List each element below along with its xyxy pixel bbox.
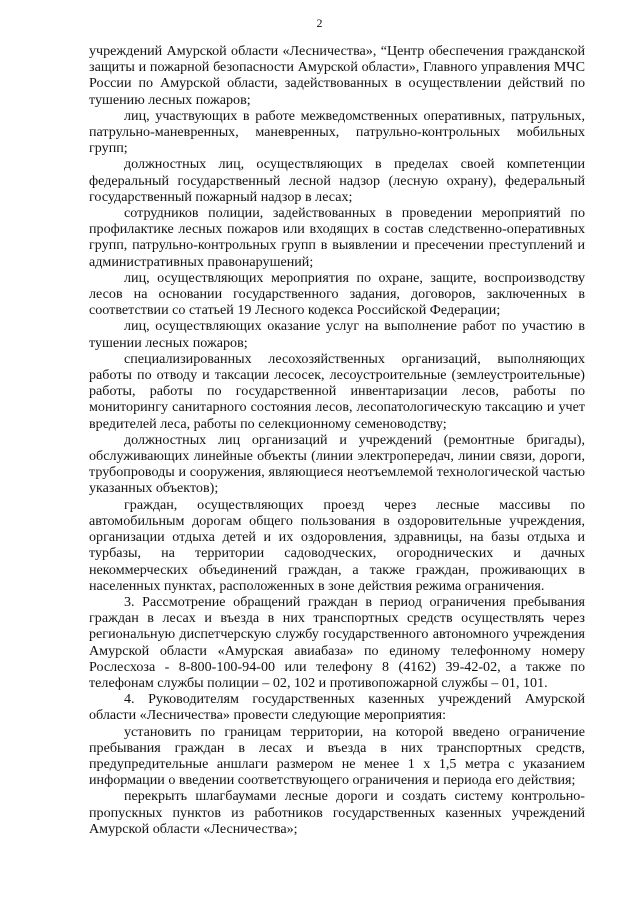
- paragraph: специализированных лесохозяйственных организаций, выполняющих работы по отводу и таксации лесосек, лесоустроительные (землеустроительные) работы, работы по государственной инвентаризации лесов, работы по мониторингу санитарного состояния лесов, лесопатологическую таксацию и учет вредителей леса, работы по селекционному семеноводству;: [89, 350, 585, 432]
- paragraph: учреждений Амурской области «Лесничества», “Центр обеспечения гражданской защиты и пожарной безопасности Амурской области», Главного управления МЧС России по Амурской области, задействованных в осуществлении действий по тушению лесных пожаров;: [89, 43, 585, 108]
- paragraph: лиц, осуществляющих оказание услуг на выполнение работ по участию в тушении лесных пожаров;: [89, 318, 585, 351]
- document-body: [89, 43, 585, 837]
- paragraph: установить по границам территории, на которой введено ограничение пребывания граждан в лесах и въезда в них транспортных средств, предупредительные аншлаги размером не менее 1 х 1,5 метра с указанием информации о введении соответствующего ограничения и периода его действия;: [89, 723, 585, 789]
- section-3-paragraph: 3. Рассмотрение обращений граждан в период ограничения пребывания граждан в лесах и въезда в них транспортных средств осуществлять через региональную диспетчерскую службу государственного автономного учреждения Амурской области «Амурская авиабаза» по единому телефонному номеру Рослесхоза - 8-800-100-94-00 или телефону 8 (4162) 39-42-02, а также по телефонам службы полиции – 02, 102 и противопожарной службы – 01, 101.: [89, 593, 585, 691]
- paragraph: должностных лиц, осуществляющих в пределах своей компетенции федеральный государственный лесной надзор (лесную охрану), федеральный государственный пожарный надзор в лесах;: [89, 156, 585, 205]
- paragraph: перекрыть шлагбаумами лесные дороги и создать систему контрольно-пропускных пунктов из работников государственных казенных учреждений Амурской области «Лесничества»;: [89, 788, 585, 837]
- page-number: 2: [316, 16, 323, 30]
- paragraph: лиц, участвующих в работе межведомственных оперативных, патрульных, патрульно-маневренных, маневренных, патрульно-контрольных мобильных групп;: [89, 107, 585, 157]
- paragraph: граждан, осуществляющих проезд через лесные массивы по автомобильным дорогам общего пользования в оздоровительные учреждения, организации отдыха детей и их оздоровления, здравницы, на базы отдыха и турбазы, на территории садоводческих, огороднических и дачных некоммерческих объединений граждан, а также граждан, проживающих в населенных пунктах, расположенных в зоне действия режима ограничения.: [89, 496, 585, 594]
- paragraph: сотрудников полиции, задействованных в проведении мероприятий по профилактике лесных пожаров или входящих в состав следственно-оперативных групп, патрульно-контрольных групп в выявлении и пресечении преступлений и административных правонарушений;: [89, 205, 585, 270]
- section-4-paragraph: 4. Руководителям государственных казенных учреждений Амурской области «Лесничества» провести следующие мероприятия:: [89, 691, 585, 724]
- paragraph: должностных лиц организаций и учреждений (ремонтные бригады), обслуживающих линейные объекты (линии электропередач, линии связи, дороги, трубопроводы и сооружения, являющиеся неотъемлемой технологической частью указанных объектов);: [89, 431, 585, 497]
- paragraph: лиц, осуществляющих мероприятия по охране, защите, воспроизводству лесов на основании государственного задания, договоров, заключенных в соответствии со статьей 19 Лесного кодекса Российской Федерации;: [89, 269, 585, 319]
